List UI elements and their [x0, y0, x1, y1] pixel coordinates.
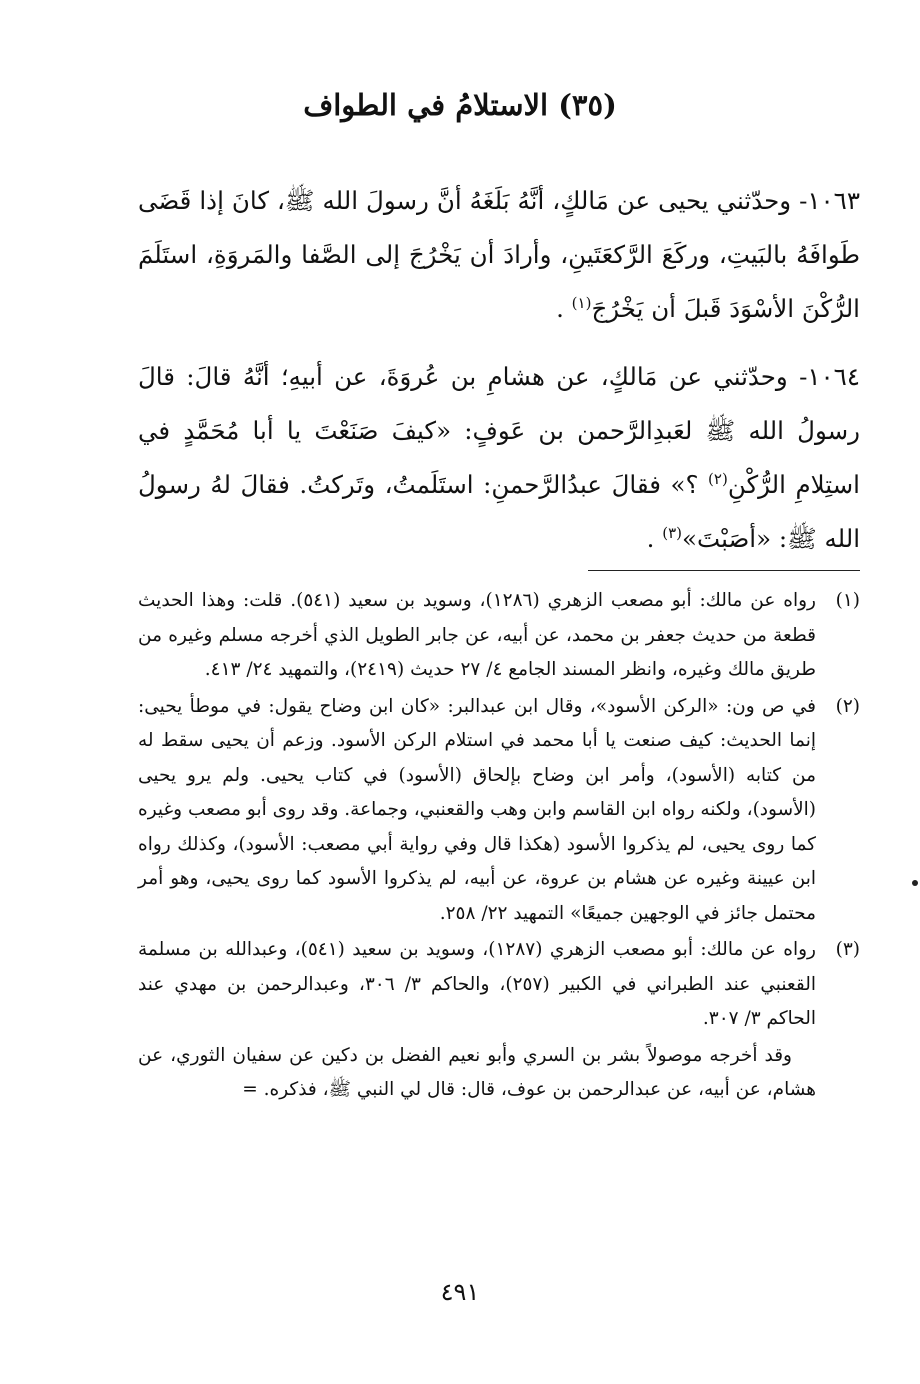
- footnote-marker-1: (١): [571, 293, 592, 312]
- footnote-1: [138, 584, 860, 688]
- hadith-1064-text-b: ؟» فقالَ عبدُالرَّحمنِ: استَلَمتُ، وتَركتُ. فقالَ لهُ رسولُ الله ﷺ: «أصَبْتَ»: [138, 470, 860, 553]
- footnote-3-continuation: وقد أخرجه موصولاً بشر بن السري وأبو نعيم الفضل بن دكين عن سفيان الثوري، عن هشام، عن أبيه، عن عبدالرحمن بن عوف، قال: قال لي النبي ﷺ، فذكره. =: [138, 1044, 816, 1100]
- footnote-text: رواه عن مالك: أبو مصعب الزهري (١٢٨٧)، وسويد بن سعيد (٥٤١)، وعبدالله بن مسلمة القعنبي عند الطبراني في الكبير (٢٥٧)، والحاكم ٣/ ٣٠٦، وعبدالرحمن بن مهدي عند الحاكم ٣/ ٣٠٧.: [138, 939, 816, 1029]
- footnote-2: [138, 690, 860, 932]
- hadith-1064-tail: .: [646, 524, 663, 553]
- chapter-title: (٣٥) الاستلامُ في الطواف: [303, 88, 617, 122]
- footnote-number: (١): [835, 590, 860, 611]
- footnote-text: رواه عن مالك: أبو مصعب الزهري (١٢٨٦)، وسويد بن سعيد (٥٤١). قلت: وهذا الحديث قطعة من حديث جعفر بن محمد، عن أبيه، عن جابر الطويل الذي أخرجه مسلم وغيره من طريق مالك وغيره، وانظر المسند الجامع ٤/ ٢٧ حديث (٢٤١٩)، والتمهيد ٢٤/ ٤١٣.: [138, 590, 816, 680]
- footnote-number: (٢): [835, 695, 860, 717]
- footnotes-section: [138, 584, 860, 1108]
- hadith-1063-text: ١٠٦٣- وحدّثني يحيى عن مَالكٍ، أنَّهُ بَلَغَهُ أنَّ رسولَ الله ﷺ، كانَ إذا قَضَى طَوافَهُ بالبَيتِ، وركَعَ الرَّكعَتَينِ، وأرادَ أن يَخْرُجَ إلى الصَّفا والمَروَةِ، استَلَمَ الرُّكْنَ الأسْوَدَ قَبلَ أن يَخْرُجَ: [138, 186, 860, 323]
- footnote-marker-2: (٢): [708, 469, 728, 488]
- page-number: ٤٩١: [440, 1278, 480, 1306]
- scan-speck: [912, 880, 918, 886]
- footnote-3: [138, 933, 860, 1037]
- hadith-1063: [138, 174, 860, 336]
- footnote-number: (٣): [835, 939, 860, 960]
- hadith-1063-tail: .: [556, 294, 572, 323]
- hadith-1064: [138, 350, 860, 566]
- hadith-1064-text-a: ١٠٦٤- وحدّثني عن مَالكٍ، عن هشامِ بن عُروَةَ، عن أبيهِ؛ أنَّهُ قالَ: قالَ رسولُ الله ﷺ لعَبدِالرَّحمن بن عَوفٍ: «كيفَ صَنَعْتَ يا أبا مُحَمَّدٍ في استِلامِ الرُّكْنِ: [138, 362, 860, 499]
- footnote-text: في ص ون: «الركن الأسود»، وقال ابن عبدالبر: «كان ابن وضاح يقول: في موطأ يحيى: إنما الحديث: كيف صنعت يا أبا محمد في استلام الركن الأسود. وزعم أن يحيى سقط له من كتابه (الأسود)، وأمر ابن وضاح بإلحاق (الأسود) في كتاب يحيى. ولم يرو يحيى (الأسود)، ولكنه رواه ابن القاسم وابن وهب والقعنبي، وجماعة. وقد روى أبو مصعب وغيره كما روى يحيى، لم يذكروا الأسود (هكذا قال وفي رواية أبي مصعب: الأسود)، وكذلك رواه ابن عيينة وغيره عن هشام بن عروة، عن أبيه، لم يذكروا الأسود كما روى يحيى، وهو أمر محتمل جائز في الوجهين جميعًا» التمهيد ٢٢/ ٢٥٨.: [138, 695, 816, 924]
- footnote-marker-3: (٣): [662, 523, 683, 542]
- footnote-divider: [588, 570, 860, 571]
